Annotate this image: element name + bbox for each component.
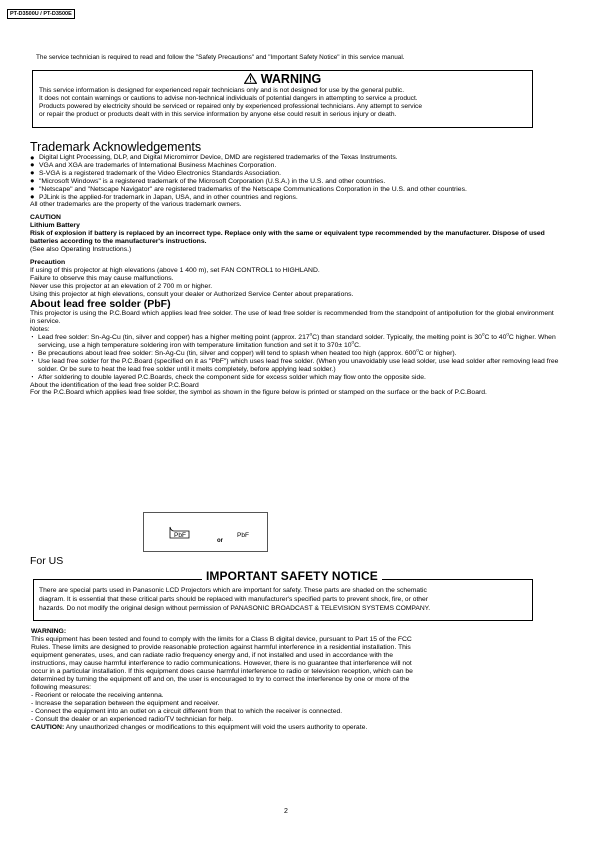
warning-line: It does not contain warnings or cautions to advise non-technical individuals of potential dangers in attempting to service a product.	[39, 95, 418, 102]
fcc-line: determined by turning the equipment off and on, the user is encouraged to try to correct the interference by one or more of the	[31, 676, 410, 683]
warning-title: WARNING	[260, 71, 322, 86]
list-item: ● "Microsoft Windows" is a registered trademark of the Microsoft Corporation (U.S.A.) in the U.S. and other countries.	[30, 178, 560, 186]
warning-box	[32, 70, 533, 128]
list-item: ● Digital Light Processing, DLP, and Digital Micromirror Device, DMD are registered trademarks of the Texas Instruments.	[30, 154, 560, 162]
main-content	[30, 140, 560, 397]
fcc-line: This equipment has been tested and found to comply with the limits for a Class B digital device, pursuant to Part 15 of the FCC	[31, 636, 412, 643]
fcc-line: Rules. These limits are designed to provide reasonable protection against harmful interference in a residential installation. This	[31, 644, 411, 651]
model-label: PT-D3500U / PT-D3500E	[7, 9, 75, 19]
ident-title: About the identification of the lead free solder P.C.Board	[30, 381, 199, 389]
list-item: ・ After soldering to double layered P.C.Boards, check the component side for excess solder which may flow onto the opposite side.	[30, 374, 560, 382]
leadfree-intro: This projector is using the P.C.Board which applies lead free solder. The use of lead free solder is recommended from the standpoint of antipollution for the global environment in service.	[30, 310, 554, 326]
precaution-line: Using this projector at high elevations, consult your dealer or Authorized Service Center about preparations.	[30, 290, 354, 298]
fcc-line: following measures:	[31, 684, 92, 691]
important-safety-title: IMPORTANT SAFETY NOTICE	[202, 572, 382, 581]
warning-line: This service information is designed for experienced repair technicians only and is not designed for use by the general public.	[39, 87, 405, 94]
precaution-title: Precaution	[30, 258, 66, 266]
warning-body	[33, 86, 532, 119]
ident-text: For the P.C.Board which applies lead free solder, the symbol as shown in the figure below is printed or stamped on the surface or the back of P.C.Board.	[30, 389, 487, 397]
fcc-line: - Increase the separation between the equipment and receiver.	[31, 700, 220, 707]
caution-note: (See also Operating Instructions.)	[30, 245, 132, 253]
list-item: ・ Use lead free solder for the P.C.Board (specified on it as "PbF") which uses lead free solder. (When you unavoidably use lead solder, use lead solder after removing lead free solder. Or be sure to heat the lead free solder until it melts completely, before applying lead solder.)	[30, 358, 560, 374]
notes-label: Notes:	[30, 326, 50, 334]
caution-title: CAUTION	[30, 214, 61, 222]
trademark-heading: Trademark Acknowledgements	[30, 140, 202, 154]
warning-line: or repair the product or products dealt with in this service information by anyone else could result in serious injury or death.	[39, 111, 397, 118]
fcc-line: instructions, may cause harmful interference to radio communications. However, there is no guarantee that interference will not	[31, 660, 412, 667]
safety-line: diagram. It is essential that these critical parts should be replaced with manufacturer's specified parts to prevent shock, fire, or other	[39, 596, 428, 603]
safety-line: There are special parts used in Panasonic LCD Projectors which are important for safety. These parts are shaded on the schematic	[39, 587, 427, 594]
fcc-line: equipment generates, uses, and can radiate radio frequency energy and, if not installed and used in accordance with the	[31, 652, 393, 659]
fcc-caution: CAUTION: Any unauthorized changes or modifications to this equipment will void the users authority to operate.	[31, 724, 368, 731]
list-item: ● S-VGA is a registered trademark of the Video Electronics Standards Association.	[30, 170, 560, 178]
fcc-line: - Reorient or relocate the receiving antenna.	[31, 692, 164, 699]
fcc-line: occur in a particular installation. If this equipment does cause harmful interference to radio or television reception, which can be	[31, 668, 413, 675]
notes-list	[30, 331, 560, 381]
for-us-heading: For US	[30, 555, 64, 567]
intro-text: The service technician is required to read and follow the "Safety Precautions" and "Important Safety Notice" in this service manual.	[36, 54, 405, 61]
precaution-line: Failure to observe this may cause malfunctions.	[30, 274, 174, 282]
trademark-list	[30, 154, 560, 201]
page-number: 2	[284, 808, 288, 815]
warning-triangle-icon	[244, 73, 257, 84]
list-item: ● VGA and XGA are trademarks of International Business Machines Corporation.	[30, 162, 560, 170]
list-item: ● PJLink is the applied-for trademark in Japan, USA, and in other countries and regions.	[30, 194, 560, 202]
pbf-or: or	[217, 538, 223, 544]
warning-line: Products powered by electricity should be serviced or repaired only by experienced professional technicians. Any attempt to service	[39, 103, 423, 110]
pbf-label: PbF	[174, 532, 186, 539]
caution-text: Risk of explosion if battery is replaced by an incorrect type. Replace only with the same or equivalent type recommended by the manufacturer. Dispose of used batteries according to the manufacturer's instructions.	[30, 230, 545, 246]
leadfree-heading: About lead free solder (PbF)	[30, 298, 171, 311]
important-safety-body	[39, 586, 529, 613]
important-safety-box	[33, 569, 533, 621]
pbf-symbol-figure	[143, 512, 268, 552]
list-item: ・ Be precautions about lead free solder: Sn-Ag-Cu (tin, silver and copper) will tend to splash when heated too high (approx. 600$^o$C or higher).	[30, 350, 560, 358]
fcc-title: WARNING:	[31, 628, 67, 635]
fcc-line: - Connect the equipment into an outlet on a circuit different from that to which the receiver is connected.	[31, 708, 343, 715]
trademark-footer: All other trademarks are the property of the various trademark owners.	[30, 201, 242, 209]
pbf-label-alt: PbF	[237, 532, 249, 539]
caution-subtitle: Lithium Battery	[30, 222, 80, 230]
precaution-line: Never use this projector at an elevation of 2 700 m or higher.	[30, 282, 213, 290]
safety-line: hazards. Do not modify the original design without permission of PANASONIC BROADCAST & TELEVISION SYSTEMS COMPANY.	[39, 605, 431, 612]
warning-heading	[33, 71, 532, 86]
list-item: ・ Lead free solder: Sn-Ag-Cu (tin, silver and copper) has a higher melting point (approx. 217$^o$C) than standard solder. Typically, the melting point is 30$^o$C to 40$^o$C higher. When servicing, use a high temperature soldering iron with temperature limitation function and set it to $370\pm 10^oC$.	[30, 334, 560, 350]
list-item: ● "Netscape" and "Netscape Navigator" are registered trademarks of the Netscape Communications Corporation in the U.S. and other countries.	[30, 186, 560, 194]
fcc-line: - Consult the dealer or an experienced radio/TV technician for help.	[31, 716, 234, 723]
fcc-warning	[31, 628, 559, 732]
precaution-line: If using of this projector at high elevations (above 1 400 m), set FAN CONTROL1 to HIGHLAND.	[30, 266, 320, 274]
